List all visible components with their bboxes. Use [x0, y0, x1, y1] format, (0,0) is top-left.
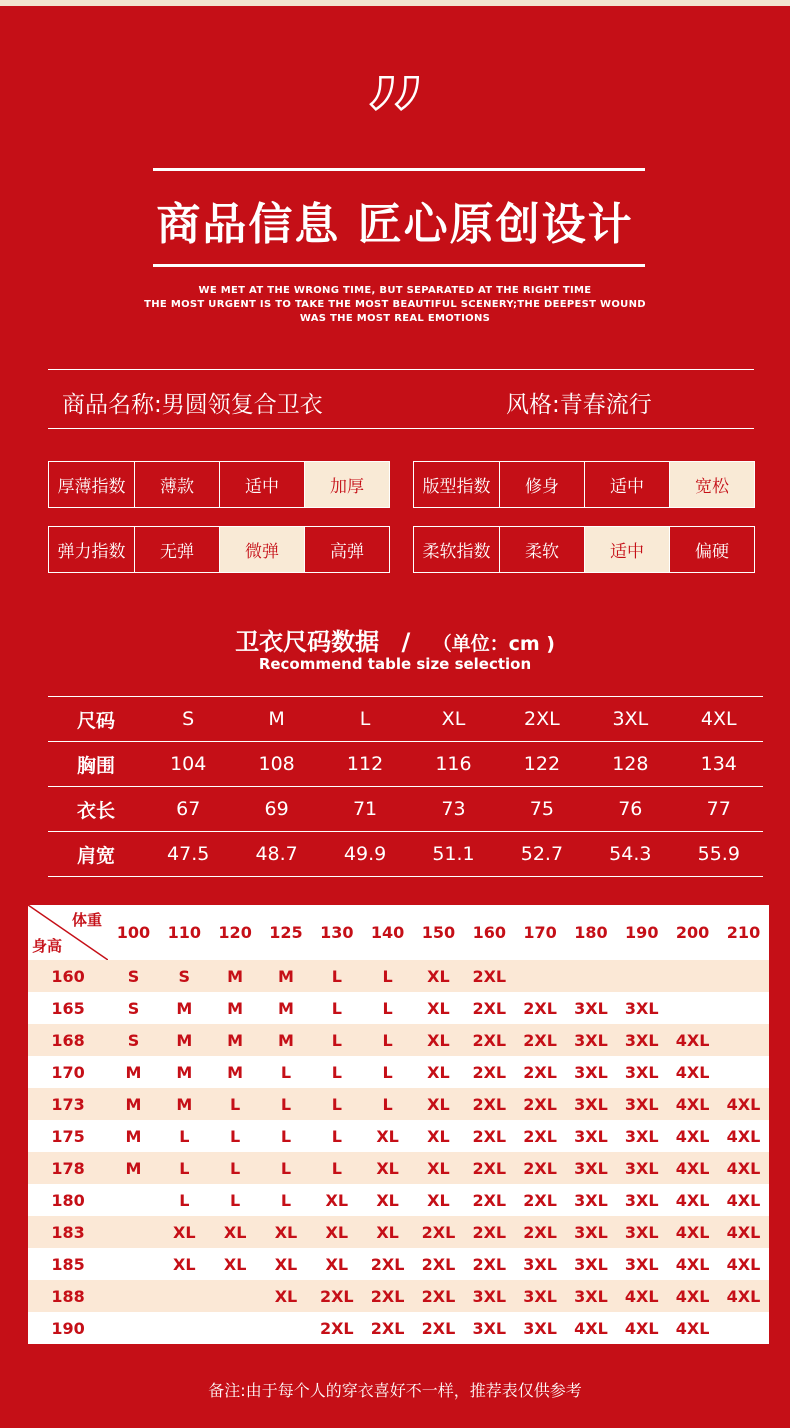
recommend-cell: L: [382, 1062, 393, 1082]
recommend-cell: L: [280, 1062, 292, 1082]
recommend-cell: L: [362, 960, 413, 992]
recommend-cell: XL: [362, 1152, 413, 1184]
recommend-cell: XL: [362, 1216, 413, 1248]
recommend-cell: 3XL: [616, 1152, 667, 1184]
weight-header: 130: [320, 923, 354, 942]
recommend-cell: 2XL: [413, 1216, 464, 1248]
attribute-option: 偏硬: [669, 527, 754, 572]
recommend-cell: 4XL: [667, 1024, 718, 1056]
recommend-cell: 2XL: [472, 998, 507, 1018]
attribute-option: 适中: [219, 462, 304, 507]
recommend-cell: M: [210, 960, 261, 992]
recommend-cell: 4XL: [726, 1254, 761, 1274]
recommend-cell: XL: [210, 1216, 261, 1248]
recommend-cell: 4XL: [675, 1126, 710, 1146]
attribute-elasticity: [48, 526, 390, 573]
size-cell: 108: [258, 753, 295, 775]
size-cell: 47.5: [167, 843, 210, 865]
weight-header: 180: [574, 923, 608, 942]
attribute-thickness: [48, 461, 390, 508]
recommend-cell: S: [108, 960, 159, 992]
height-label: 165: [51, 998, 85, 1018]
weight-header: 110: [167, 923, 201, 942]
recommend-cell: 2XL: [370, 1254, 405, 1274]
recommend-cell: XL: [413, 1024, 464, 1056]
recommend-cell: L: [280, 1190, 292, 1210]
size-cell: 51.1: [432, 843, 475, 865]
recommend-cell: 2XL: [472, 1062, 507, 1082]
size-section-title: [0, 622, 790, 657]
subtitle-line: WAS THE MOST REAL EMOTIONS: [299, 313, 491, 324]
recommend-cell: XL: [311, 1216, 362, 1248]
recommend-cell: S: [159, 960, 210, 992]
recommend-cell: L: [331, 998, 342, 1018]
recommend-cell: XL: [427, 1062, 450, 1082]
recommend-cell: L: [261, 1152, 312, 1184]
recommend-cell: L: [210, 1088, 261, 1120]
size-cell: 75: [529, 798, 554, 820]
recommend-cell: [515, 960, 566, 992]
recommend-cell: M: [125, 1126, 142, 1146]
footer-note: 备注:由于每个人的穿衣喜好不一样，推荐表仅供参考: [208, 1381, 582, 1400]
recommend-cell: M: [159, 1024, 210, 1056]
recommend-cell: 4XL: [718, 1216, 769, 1248]
recommend-cell: 2XL: [523, 1062, 557, 1082]
size-cell: XL: [441, 708, 466, 730]
recommend-cell: 3XL: [566, 1088, 617, 1120]
recommend-cell: 3XL: [566, 1024, 617, 1056]
recommend-cell: 3XL: [616, 1216, 667, 1248]
weight-header: 125: [269, 923, 303, 942]
recommend-cell: 3XL: [574, 998, 608, 1018]
title-top-rule: [153, 168, 645, 171]
attribute-softness: [413, 526, 755, 573]
size-cell: 54.3: [609, 843, 652, 865]
weight-header: 200: [675, 923, 710, 942]
recommend-cell: 3XL: [574, 1254, 608, 1274]
recommend-cell: [108, 1280, 159, 1312]
recommend-cell: 4XL: [675, 1254, 710, 1274]
recommend-cell: 3XL: [624, 1126, 659, 1146]
recommend-cell: 3XL: [464, 1280, 515, 1312]
size-cell: 71: [352, 798, 378, 820]
recommend-cell: [718, 992, 769, 1024]
recommend-cell: 2XL: [472, 1126, 507, 1146]
recommend-cell: 4XL: [718, 1280, 769, 1312]
recommend-cell: L: [280, 1126, 292, 1146]
recommend-cell: 2XL: [464, 1152, 515, 1184]
height-label: 175: [51, 1126, 85, 1146]
recommend-cell: [566, 960, 617, 992]
recommend-cell: 4XL: [726, 1126, 761, 1146]
size-cell: 116: [435, 753, 472, 775]
size-title-unit: （单位：cm ): [432, 633, 555, 655]
product-style: 风格:青春流行: [506, 392, 652, 418]
weight-axis-label: 体重: [72, 911, 103, 929]
recommend-cell: XL: [223, 1254, 247, 1274]
title-bottom-rule: [153, 264, 645, 267]
weight-header: 150: [421, 923, 456, 942]
size-table-row: [48, 787, 763, 832]
recommend-cell: 4XL: [675, 1190, 710, 1210]
height-label: 168: [28, 1024, 108, 1056]
recommend-cell: 2XL: [515, 1216, 566, 1248]
size-cell: 128: [612, 753, 649, 775]
size-section-subtitle: Recommend table size selection: [258, 655, 532, 673]
info-bottom-rule: [48, 428, 754, 429]
size-cell: 73: [441, 798, 466, 820]
recommend-cell: L: [311, 1088, 362, 1120]
recommend-cell: M: [108, 1088, 159, 1120]
recommend-cell: [108, 1248, 159, 1280]
recommend-cell: [667, 960, 718, 992]
recommend-cell: L: [230, 1126, 241, 1146]
attribute-label: 弹力指数: [57, 542, 126, 562]
recommend-cell: 3XL: [574, 1062, 608, 1082]
recommend-cell: L: [311, 960, 362, 992]
recommend-cell: [718, 960, 769, 992]
recommend-cell: 3XL: [472, 1318, 507, 1338]
recommend-cell: 3XL: [624, 1190, 659, 1210]
recommend-cell: 4XL: [718, 1152, 769, 1184]
height-axis-label: 身高: [32, 937, 63, 955]
recommend-cell: L: [159, 1152, 210, 1184]
recommend-cell: L: [331, 1126, 342, 1146]
size-row-label: 胸围: [76, 754, 115, 777]
recommend-row: [28, 1184, 769, 1216]
weight-header: 120: [218, 923, 252, 942]
subtitle-line: WE MET AT THE WRONG TIME, BUT SEPARATED AT THE RIGHT TIME: [198, 285, 592, 296]
recommend-cell: L: [311, 1152, 362, 1184]
size-cell: 122: [523, 753, 561, 775]
recommend-cell: 3XL: [574, 1126, 608, 1146]
recommend-cell: M: [108, 1152, 159, 1184]
recommend-cell: 4XL: [675, 1062, 710, 1082]
height-label: 183: [28, 1216, 108, 1248]
size-cell: 77: [706, 798, 731, 820]
recommend-cell: 4XL: [667, 1216, 718, 1248]
recommend-row: [28, 1216, 769, 1248]
recommend-cell: [108, 1312, 159, 1344]
size-row-label: 肩宽: [76, 844, 115, 867]
recommend-row: [28, 1088, 769, 1120]
size-cell: M: [268, 708, 285, 730]
recommend-cell: 2XL: [523, 1190, 557, 1210]
recommend-cell: L: [261, 1088, 312, 1120]
attribute-fit: [413, 461, 755, 508]
recommend-cell: 4XL: [667, 1152, 718, 1184]
size-table-row: [48, 697, 763, 742]
recommend-cell: 3XL: [574, 1190, 608, 1210]
recommend-cell: [108, 1184, 159, 1216]
recommend-row: [28, 1280, 769, 1312]
size-table: [48, 696, 763, 877]
recommend-cell: 2XL: [515, 1024, 566, 1056]
recommend-cell: L: [311, 1024, 362, 1056]
recommend-cell: 2XL: [464, 1088, 515, 1120]
height-label: 173: [28, 1088, 108, 1120]
size-cell: 48.7: [255, 843, 298, 865]
recommend-row: [28, 992, 769, 1024]
weight-header-row: [28, 905, 769, 960]
recommend-cell: M: [176, 1062, 193, 1082]
recommend-cell: L: [362, 1024, 413, 1056]
size-cell: 104: [170, 753, 207, 775]
size-cell: 112: [346, 753, 384, 775]
attribute-option-selected: 微弹: [219, 527, 304, 572]
recommend-row: [28, 1152, 769, 1184]
recommend-cell: XL: [376, 1190, 399, 1210]
recommend-cell: 4XL: [624, 1318, 659, 1338]
recommend-cell: [108, 1216, 159, 1248]
top-band: [0, 0, 790, 6]
recommend-cell: XL: [413, 1088, 464, 1120]
size-cell: 134: [700, 753, 737, 775]
recommend-cell: 4XL: [574, 1318, 608, 1338]
recommend-cell: 3XL: [523, 1254, 557, 1274]
weight-header: 190: [625, 923, 659, 942]
weight-header: 160: [472, 923, 506, 942]
attribute-option: 无弹: [134, 527, 219, 572]
recommend-cell: [210, 1312, 261, 1344]
recommend-cell: L: [230, 1190, 241, 1210]
recommend-cell: 4XL: [718, 1088, 769, 1120]
size-cell: 4XL: [700, 708, 737, 730]
recommend-cell: [159, 1280, 210, 1312]
size-cell: 52.7: [520, 843, 564, 865]
recommend-row: [28, 1056, 769, 1088]
recommend-cell: 4XL: [726, 1190, 761, 1210]
recommend-cell: 3XL: [616, 1024, 667, 1056]
size-cell: 69: [264, 798, 289, 820]
size-cell: S: [182, 708, 195, 730]
recommend-cell: S: [127, 998, 140, 1018]
recommend-cell: M: [261, 1024, 312, 1056]
recommend-row: [28, 1312, 769, 1344]
height-label: 160: [28, 960, 108, 992]
attribute-option-selected: 加厚: [304, 462, 389, 507]
recommend-cell: XL: [261, 1216, 312, 1248]
recommend-cell: 2XL: [319, 1318, 354, 1338]
recommend-cell: [159, 1312, 210, 1344]
recommend-cell: XL: [325, 1190, 349, 1210]
attribute-label: 版型指数: [422, 477, 491, 497]
recommend-cell: M: [278, 998, 294, 1018]
recommend-cell: 2XL: [421, 1318, 456, 1338]
recommend-cell: 3XL: [624, 998, 659, 1018]
size-cell: 55.9: [697, 843, 740, 865]
recommend-cell: L: [210, 1152, 261, 1184]
recommend-cell: M: [227, 998, 244, 1018]
attribute-option: 修身: [499, 462, 584, 507]
height-label: 185: [51, 1254, 85, 1274]
recommend-cell: 2XL: [523, 1126, 557, 1146]
recommend-cell: M: [176, 998, 193, 1018]
recommend-cell: XL: [427, 1190, 450, 1210]
recommend-cell: L: [331, 1062, 342, 1082]
recommend-cell: L: [179, 1190, 190, 1210]
recommend-cell: 3XL: [523, 1318, 557, 1338]
height-label: 178: [28, 1152, 108, 1184]
weight-header: 100: [116, 923, 151, 942]
size-cell: 76: [618, 798, 643, 820]
info-top-rule: [48, 369, 754, 370]
table-corner: [28, 905, 108, 960]
size-cell: 3XL: [612, 708, 649, 730]
weight-header: 140: [370, 923, 405, 942]
recommend-cell: M: [210, 1024, 261, 1056]
recommend-cell: [718, 1312, 769, 1344]
recommend-cell: XL: [173, 1254, 196, 1274]
size-cell: 67: [176, 798, 201, 820]
recommend-cell: 2XL: [421, 1254, 456, 1274]
recommend-cell: 3XL: [566, 1152, 617, 1184]
recommend-cell: 2XL: [523, 998, 557, 1018]
recommend-row: [28, 1024, 769, 1056]
size-title-text: 卫衣尺码数据: [235, 628, 380, 656]
size-cell: 2XL: [524, 708, 560, 730]
size-cell: 49.9: [343, 843, 387, 865]
recommend-cell: 3XL: [616, 1088, 667, 1120]
recommend-cell: M: [261, 960, 312, 992]
recommend-cell: 2XL: [362, 1280, 413, 1312]
recommend-table: [28, 905, 769, 1344]
size-table-row: [48, 742, 763, 787]
recommend-cell: 2XL: [515, 1088, 566, 1120]
attribute-option: 柔软: [499, 527, 584, 572]
recommend-cell: 4XL: [667, 1088, 718, 1120]
recommend-cell: S: [108, 1024, 159, 1056]
recommend-cell: 2XL: [464, 1216, 515, 1248]
recommend-cell: 2XL: [472, 1254, 507, 1274]
recommend-cell: XL: [325, 1254, 349, 1274]
recommend-cell: XL: [413, 960, 464, 992]
attribute-label: 厚薄指数: [57, 477, 126, 497]
recommend-cell: [261, 1312, 312, 1344]
recommend-cell: [210, 1280, 261, 1312]
attribute-option-selected: 宽松: [669, 462, 754, 507]
height-label: 190: [51, 1318, 85, 1338]
quote-mark-icon: ”: [361, 62, 429, 152]
recommend-row: [28, 1120, 769, 1152]
height-label: 180: [51, 1190, 85, 1210]
recommend-cell: M: [125, 1062, 142, 1082]
recommend-cell: 2XL: [311, 1280, 362, 1312]
recommend-cell: L: [362, 1088, 413, 1120]
product-name: 商品名称:男圆领复合卫衣: [62, 392, 323, 418]
recommend-cell: L: [179, 1126, 190, 1146]
recommend-cell: XL: [376, 1126, 399, 1146]
recommend-cell: 2XL: [370, 1318, 405, 1338]
weight-header: 170: [523, 923, 557, 942]
attribute-option-selected: 适中: [584, 527, 669, 572]
size-title-slash: /: [401, 628, 411, 656]
recommend-cell: M: [159, 1088, 210, 1120]
attribute-option: 适中: [584, 462, 669, 507]
page-title: 商品信息 匠心原创设计: [156, 199, 634, 250]
recommend-cell: 4XL: [616, 1280, 667, 1312]
recommend-cell: 4XL: [675, 1318, 710, 1338]
size-cell: L: [359, 708, 371, 730]
size-row-label: 衣长: [76, 799, 115, 822]
recommend-cell: 2XL: [413, 1280, 464, 1312]
recommend-cell: 3XL: [624, 1062, 659, 1082]
recommend-cell: XL: [427, 998, 450, 1018]
recommend-row: [28, 960, 769, 992]
recommend-cell: XL: [274, 1254, 298, 1274]
recommend-cell: [616, 960, 667, 992]
recommend-cell: [718, 1056, 769, 1088]
recommend-cell: [667, 992, 718, 1024]
recommend-cell: 2XL: [464, 960, 515, 992]
height-label: 170: [51, 1062, 85, 1082]
recommend-cell: XL: [427, 1126, 450, 1146]
recommend-cell: 3XL: [624, 1254, 659, 1274]
recommend-cell: 2XL: [464, 1024, 515, 1056]
recommend-cell: 3XL: [515, 1280, 566, 1312]
attribute-option: 高弹: [304, 527, 389, 572]
size-row-label: 尺码: [76, 709, 115, 732]
recommend-cell: [718, 1024, 769, 1056]
weight-header: 210: [726, 923, 761, 942]
recommend-cell: XL: [413, 1152, 464, 1184]
subtitle-line: THE MOST URGENT IS TO TAKE THE MOST BEAUTIFUL SCENERY;THE DEEPEST WOUND: [144, 299, 646, 310]
recommend-cell: 3XL: [566, 1216, 617, 1248]
recommend-cell: 2XL: [472, 1190, 507, 1210]
recommend-cell: 2XL: [515, 1152, 566, 1184]
recommend-cell: 3XL: [566, 1280, 617, 1312]
recommend-cell: M: [227, 1062, 244, 1082]
attribute-option: 薄款: [134, 462, 219, 507]
recommend-cell: XL: [261, 1280, 312, 1312]
recommend-cell: 4XL: [667, 1280, 718, 1312]
recommend-cell: L: [382, 998, 393, 1018]
height-label: 188: [28, 1280, 108, 1312]
recommend-cell: XL: [159, 1216, 210, 1248]
size-table-row: [48, 832, 763, 877]
recommend-row: [28, 1248, 769, 1280]
english-subtitle: [0, 284, 790, 326]
attribute-label: 柔软指数: [422, 542, 491, 562]
